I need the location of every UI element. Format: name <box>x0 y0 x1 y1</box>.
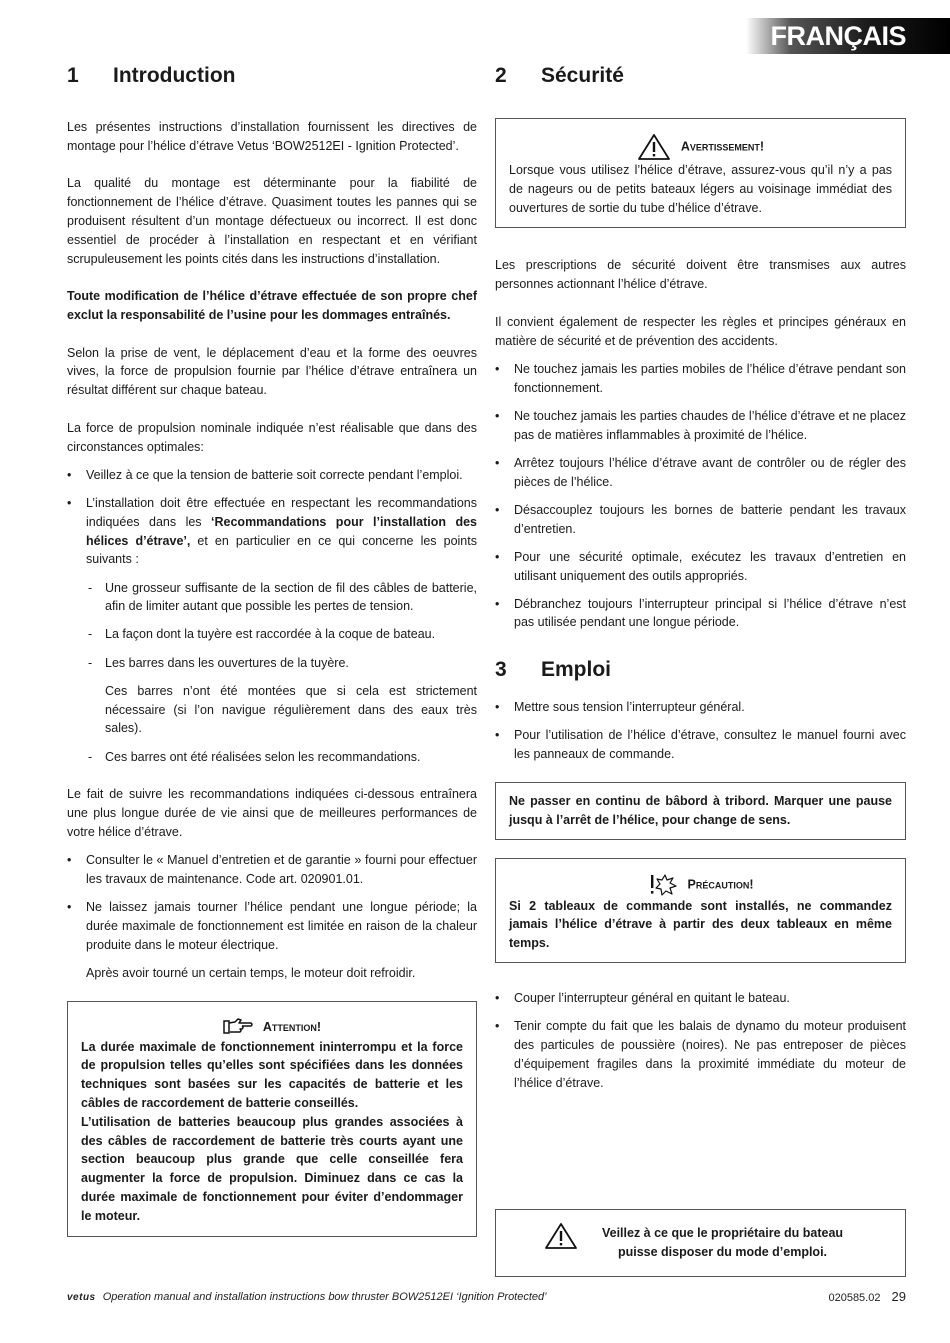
direction-change-text: Ne passer en continu de bâbord à tribord. Marquer une pause jusqu à l’arrêt de l’hélice, pour change de sens. <box>509 794 892 827</box>
usage-bullet-list <box>495 698 906 764</box>
attention-text: L’utilisation de batteries beaucoup plus grandes associées à des câbles de raccordement de batterie très courts ayant une section beaucoup plus grande que celle conseillée fera augmenter la force de propulsion. Diminuez dans ce cas la durée maximale de fonctionnement pour éviter d’endommager le moteur. <box>81 1114 463 1223</box>
attention-title <box>81 1016 463 1038</box>
caution-title-text: Précaution! <box>687 876 754 891</box>
attention-box <box>67 1001 477 1237</box>
list-item-continuation: Après avoir tourné un certain temps, le moteur doit refroidir. <box>86 965 416 980</box>
pointing-hand-icon <box>223 1018 253 1036</box>
warning-title <box>509 133 892 161</box>
list-item: • Ne touchez jamais les parties mobiles de l’hélice d’étrave pendant son fonctionnement. <box>495 360 906 398</box>
list-item <box>67 494 477 569</box>
list-item: • Tenir compte du fait que les balais de dynamo du moteur produisent des particules de poussière (noires). Ne pas entreposer de pièces d’équipement fragiles dans la proximité immédiate du moteur de l’hélice d’étrave. <box>495 1017 906 1092</box>
list-item: • Mettre sous tension l’interrupteur général. <box>495 698 906 717</box>
list-item: • Arrêtez toujours l’hélice d’étrave avant de contrôler ou de régler des pièces de l’hélice. <box>495 454 906 492</box>
list-item: - Les barres dans les ouvertures de la tuyère. <box>86 654 477 673</box>
list-item: - La façon dont la tuyère est raccordée à la coque de bateau. <box>86 625 477 644</box>
list-item: • Consulter le « Manuel d’entretien et de garantie » fourni pour effectuer les travaux de maintenance. Code art. 020901.01. <box>67 851 477 889</box>
list-item-continuation: Ces barres n’ont été montées que si cela est strictement nécessaire (si l’on navigue régulièrement dans des eaux très sales). <box>105 683 477 736</box>
recommendations-reference: ‘Recommandations pour l’installation des hélices d’étrave’, <box>86 514 477 548</box>
language-tab: FRANÇAIS <box>746 18 950 54</box>
safety-bullet-list <box>495 360 906 633</box>
intro-bullet-list <box>67 851 477 954</box>
footer-right <box>828 1287 906 1308</box>
list-item: - Ces barres ont été réalisées selon les recommandations. <box>86 748 477 767</box>
safety-paragraph: Il convient également de respecter les règles et principes généraux en matière de sécurité et de prévention des accidents. <box>495 314 906 348</box>
intro-paragraph: Les présentes instructions d’installation fournissent les directives de montage pour l’hélice d’étrave Vetus ‘BOW2512EI - Ignition Protected’. <box>67 120 477 153</box>
warning-box <box>495 118 906 228</box>
warning-triangle-icon <box>637 133 671 161</box>
list-item: • Couper l’interrupteur général en quitant le bateau. <box>495 989 906 1008</box>
list-item: • Désaccouplez toujours les bornes de batterie pendant les travaux d’entretien. <box>495 501 906 539</box>
caution-sparkle-icon <box>648 873 678 897</box>
section-heading-safety <box>495 62 906 90</box>
intro-liability-note: Toute modification de l’hélice d’étrave effectuée de son propre chef exclut la responsabilité de l’usine pour les dommages entraînés. <box>67 289 477 322</box>
list-item: - Une grosseur suffisante de la section de fil des câbles de batterie, afin de limiter autant que possible les pertes de tension. <box>86 579 477 617</box>
caution-box <box>495 858 906 963</box>
list-item: • Ne touchez jamais les parties chaudes de l’hélice d’étrave et ne placez pas de matières inflammables à proximité de l’hélice. <box>495 407 906 445</box>
safety-paragraph: Les prescriptions de sécurité doivent être transmises aux autres personnes actionnant l’hélice d’étrave. <box>495 258 906 292</box>
section-title: Introduction <box>113 64 236 87</box>
section-number: 3 <box>495 658 507 682</box>
list-item-text: et en particulier en ce qui concerne les points suivants : <box>86 533 477 567</box>
intro-paragraph: Selon la prise de vent, le déplacement d’eau et la forme des oeuvres vives, la force de propulsion fournie par l’hélice d’étrave entraînera un résultat différent sur chaque bateau. <box>67 345 477 398</box>
usage-bullet-list <box>495 989 906 1092</box>
intro-bullet-list <box>67 466 477 569</box>
owner-manual-text: Veillez à ce que le propriétaire du bateau puisse disposer du mode d’emploi. <box>601 1226 844 1259</box>
section-number: 1 <box>67 64 79 87</box>
list-item: • Veillez à ce que la tension de batterie soit correcte pendant l’emploi. <box>67 466 477 485</box>
section-number: 2 <box>495 64 507 87</box>
direction-change-note <box>495 782 906 840</box>
list-item: • Ne laissez jamais tourner l’hélice pendant une longue période; la durée maximale de fonctionnement est limitée en raison de la chaleur produite dans le moteur électrique. <box>67 898 477 954</box>
warning-triangle-icon <box>544 1222 578 1250</box>
document-title: Operation manual and installation instructions bow thruster BOW2512EI ‘Ignition Protected’ <box>102 1291 547 1303</box>
page-number: 29 <box>891 1289 906 1304</box>
caution-title <box>509 873 892 897</box>
page-footer <box>67 1287 906 1307</box>
document-code: 020585.02 <box>828 1292 881 1304</box>
caution-text: Si 2 tableaux de commande sont installés, ne commandez jamais l’hélice d’étrave à partir des deux tableaux en même temps. <box>509 898 892 951</box>
warning-title-text: Avertissement! <box>680 139 765 154</box>
owner-manual-note <box>495 1209 906 1277</box>
section-heading-usage <box>495 656 906 684</box>
list-item: • Pour l’utilisation de l’hélice d’étrave, consultez le manuel fourni avec les panneaux de commande. <box>495 726 906 764</box>
intro-dash-list <box>86 748 477 767</box>
intro-paragraph: Le fait de suivre les recommandations indiquées ci-dessous entraînera une plus longue durée de vie ainsi que de meilleures performances de votre hélice d’étrave. <box>67 787 477 839</box>
brand-logo: vetus <box>67 1292 96 1303</box>
attention-text: La durée maximale de fonctionnement ininterrompu et la force de propulsion telles qu’elles sont spécifiées dans les données techniques sont basées sur les capacités de batterie et les câbles de raccordement de batterie conseillés. <box>81 1039 463 1110</box>
left-column <box>67 62 477 1237</box>
intro-dash-list <box>86 579 477 673</box>
list-item-text: L’installation doit être effectuée en respectant les recommandations indiquées dans les <box>86 495 477 529</box>
section-title: Emploi <box>541 658 612 682</box>
list-item: • Pour une sécurité optimale, exécutez les travaux d’entretien en utilisant uniquement des outils appropriés. <box>495 548 906 586</box>
section-title: Sécurité <box>541 64 624 87</box>
attention-title-text: Attention! <box>262 1019 322 1034</box>
intro-paragraph: La qualité du montage est déterminante pour la fiabilité de fonctionnement de l’hélice d’étrave. Quasiment toutes les pannes qui se produisent résultent d’un montage défectueux ou incorrect. Il est donc essentiel de procéder à l’installation en respectant et en vérifiant scrupuleusement les points cités dans les instructions d’installation. <box>67 176 477 266</box>
list-item: • Débranchez toujours l’interrupteur principal si l’hélice d’étrave n’est pas utilisée pendant une longue période. <box>495 595 906 633</box>
intro-paragraph: La force de propulsion nominale indiquée n’est réalisable que dans des circonstances optimales: <box>67 420 477 454</box>
right-column <box>495 62 906 1259</box>
warning-text: Lorsque vous utilisez l’hélice d’étrave, assurez-vous qu’il n’y a pas de nageurs ou de petits bateaux légers au voisinage immédiat des ouvertures de sortie du tube d’hélice d’étrave. <box>509 163 892 215</box>
section-heading-introduction <box>67 62 477 90</box>
